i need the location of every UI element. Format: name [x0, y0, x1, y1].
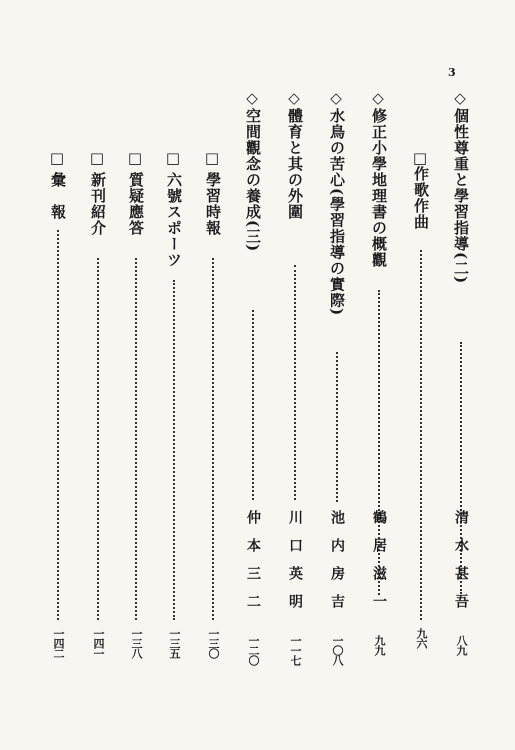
- square-bullet-icon: □: [89, 149, 105, 167]
- entry-page: 一〇八: [331, 635, 344, 665]
- entry-title: 體育と其の外圍: [286, 108, 304, 220]
- dot-leader: [336, 352, 338, 502]
- square-bullet-icon: □: [127, 149, 143, 167]
- toc-entry[interactable]: [87, 150, 109, 750]
- toc-entry[interactable]: [125, 150, 147, 750]
- diamond-bullet-icon: ◇: [454, 89, 466, 107]
- entry-page: 九九: [373, 635, 386, 655]
- entry-title: 個性尊重と學習指導(二): [452, 108, 470, 285]
- toc-entry[interactable]: [326, 90, 348, 690]
- entry-page: 一三八: [130, 628, 143, 658]
- toc-entry[interactable]: [202, 150, 224, 750]
- entry-title: 水鳥の苦心(學習指導の實際): [328, 108, 346, 317]
- diamond-bullet-icon: ◇: [330, 89, 342, 107]
- square-bullet-icon: □: [165, 149, 181, 167]
- dot-leader: [135, 258, 137, 620]
- entry-title: 彙 報: [49, 172, 67, 220]
- entry-title: 修正小學地理書の概觀: [370, 108, 388, 268]
- toc-entry[interactable]: [450, 90, 472, 690]
- page-number: 3: [448, 66, 456, 79]
- entry-author: 鶴 居 滋 一: [371, 510, 387, 608]
- toc-entry[interactable]: [242, 90, 264, 690]
- dot-leader: [294, 265, 296, 500]
- entry-author: 仲 本 三 二: [245, 510, 261, 608]
- entry-author: 池 内 房 吉: [329, 510, 345, 608]
- entry-page: 九六: [415, 628, 428, 648]
- dot-leader: [420, 250, 422, 620]
- entry-page: 一一七: [289, 635, 302, 665]
- toc-entry[interactable]: [410, 150, 432, 750]
- square-bullet-icon: □: [49, 149, 65, 167]
- entry-title: 作歌作曲: [412, 166, 430, 230]
- entry-title: 空間觀念の養成(三): [244, 108, 262, 253]
- entry-page: 一三五: [168, 628, 181, 658]
- dot-leader: [212, 258, 214, 620]
- toc-entry[interactable]: [368, 90, 390, 690]
- entry-title: 學習時報: [204, 172, 222, 236]
- entry-page: 一四一: [92, 628, 105, 658]
- dot-leader: [173, 280, 175, 620]
- dot-leader: [252, 310, 254, 500]
- entry-page: 一四二: [52, 628, 65, 658]
- dot-leader: [57, 230, 59, 620]
- entry-title: 六號スポーツ: [165, 172, 183, 268]
- square-bullet-icon: □: [412, 149, 428, 167]
- toc-entry[interactable]: [163, 150, 185, 750]
- diamond-bullet-icon: ◇: [246, 89, 258, 107]
- dot-leader: [97, 258, 99, 620]
- diamond-bullet-icon: ◇: [372, 89, 384, 107]
- toc-entry[interactable]: [284, 90, 306, 690]
- entry-page: 八九: [455, 635, 468, 655]
- entry-author: 清 水 甚 吾: [453, 510, 469, 608]
- entry-title: 新刊紹介: [89, 172, 107, 236]
- square-bullet-icon: □: [204, 149, 220, 167]
- diamond-bullet-icon: ◇: [288, 89, 300, 107]
- entry-page: 一三〇: [207, 628, 220, 658]
- entry-page: 一二〇: [247, 635, 260, 665]
- toc-entry[interactable]: [47, 150, 69, 750]
- entry-title: 質疑應答: [127, 172, 145, 236]
- entry-author: 川 口 英 明: [287, 510, 303, 608]
